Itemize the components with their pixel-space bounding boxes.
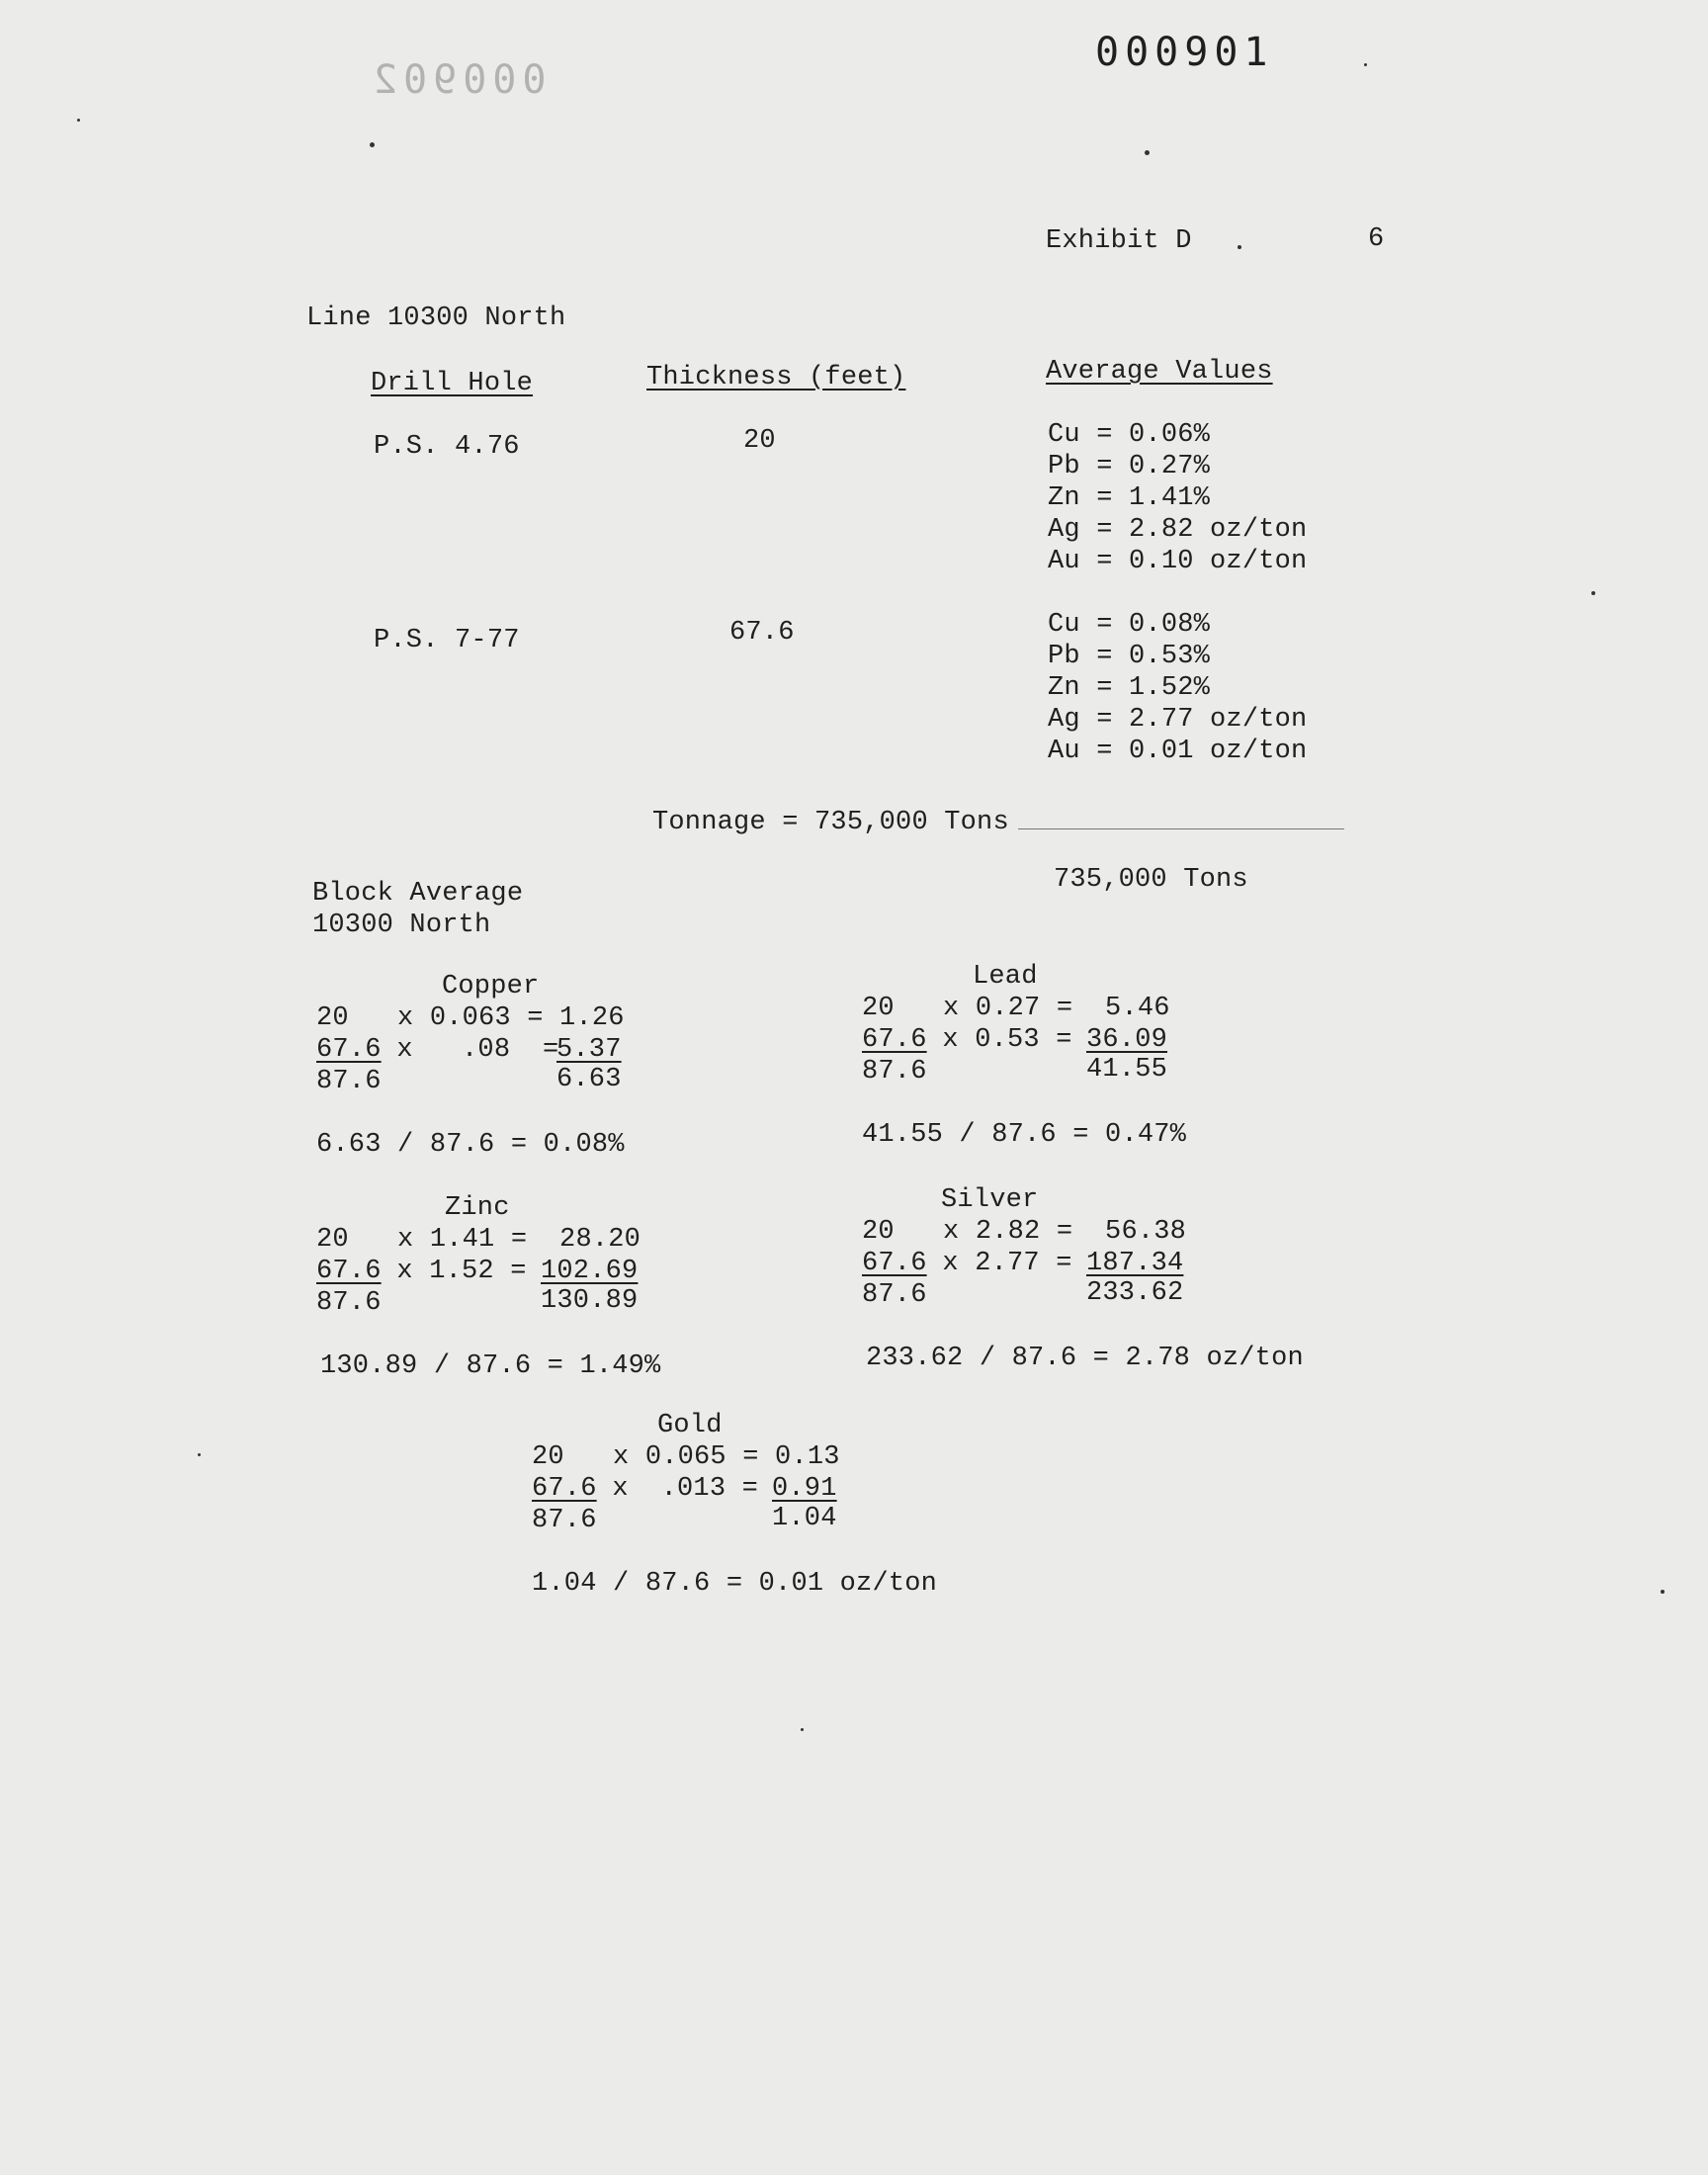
tonnage-line: Tonnage = 735,000 Tons (652, 808, 1009, 837)
value-zn-1: Zn = 1.41% (1048, 483, 1211, 513)
value-ag-2: Ag = 2.77 oz/ton (1048, 705, 1308, 735)
copper-result: 6.63 / 87.6 = 0.08% (316, 1130, 625, 1160)
drill-hole-2: P.S. 7-77 (374, 626, 520, 655)
silver-row-2-left: 67.6 (862, 1249, 927, 1278)
zinc-row-2-right: 102.69 (541, 1257, 639, 1286)
scan-speck (1364, 63, 1367, 66)
lead-title: Lead (973, 962, 1038, 992)
copper-row-2-right: 5.37 (556, 1035, 622, 1065)
gold-total-left: 87.6 (532, 1506, 597, 1535)
drill-hole-1: P.S. 4.76 (374, 432, 520, 462)
zinc-row-2-mid: x 1.52 = (381, 1257, 544, 1286)
lead-row-2-mid: x 0.53 = (926, 1025, 1089, 1055)
column-header-average-values: Average Values (1046, 357, 1273, 387)
column-header-drill-hole: Drill Hole (371, 369, 534, 398)
gold-row-2-right: 0.91 (772, 1474, 837, 1504)
gold-row-2-mid: x .013 = (596, 1474, 775, 1504)
value-zn-2: Zn = 1.52% (1048, 673, 1211, 703)
copper-row-2-mid: x .08 = (381, 1035, 575, 1065)
value-au-1: Au = 0.10 oz/ton (1048, 547, 1308, 576)
silver-row-2-right: 187.34 (1086, 1249, 1184, 1278)
gold-title: Gold (657, 1411, 723, 1440)
block-average-subtitle: 10300 North (312, 911, 491, 940)
scan-speck (1145, 150, 1150, 155)
mirrored-stamp-number: 000902 (368, 57, 547, 103)
scan-speck (1238, 245, 1241, 249)
gold-result: 1.04 / 87.6 = 0.01 oz/ton (532, 1569, 938, 1599)
thickness-1: 20 (743, 426, 776, 456)
copper-total-left: 87.6 (316, 1067, 382, 1096)
lead-total-right: 41.55 (1086, 1055, 1168, 1085)
value-cu-1: Cu = 0.06% (1048, 420, 1211, 450)
scan-speck (1591, 591, 1595, 595)
gold-total-right: 1.04 (772, 1504, 837, 1533)
exhibit-label: Exhibit D (1046, 226, 1192, 256)
tonnage-dashed-rule (1018, 828, 1344, 829)
gold-row-1: 20 x 0.065 = 0.13 (532, 1442, 840, 1472)
copper-row-2-left: 67.6 (316, 1035, 382, 1065)
silver-result: 233.62 / 87.6 = 2.78 oz/ton (866, 1344, 1304, 1373)
thickness-2: 67.6 (729, 618, 795, 648)
column-header-thickness: Thickness (feet) (646, 363, 906, 392)
zinc-row-1: 20 x 1.41 = 28.20 (316, 1225, 641, 1255)
lead-total-left: 87.6 (862, 1057, 927, 1087)
silver-row-1: 20 x 2.82 = 56.38 (862, 1217, 1187, 1247)
gold-row-2-left: 67.6 (532, 1474, 597, 1504)
copper-total-right: 6.63 (556, 1065, 622, 1094)
lead-row-1: 20 x 0.27 = 5.46 (862, 994, 1170, 1023)
scan-speck (801, 1728, 804, 1731)
block-average-title: Block Average (312, 879, 524, 909)
copper-row-1: 20 x 0.063 = 1.26 (316, 1003, 625, 1033)
silver-total-right: 233.62 (1086, 1278, 1184, 1308)
lead-row-2-right: 36.09 (1086, 1025, 1168, 1055)
value-pb-1: Pb = 0.27% (1048, 452, 1211, 481)
copper-title: Copper (442, 972, 540, 1001)
lead-result: 41.55 / 87.6 = 0.47% (862, 1120, 1187, 1150)
scan-speck (1661, 1590, 1665, 1594)
value-au-2: Au = 0.01 oz/ton (1048, 737, 1308, 766)
scan-speck (77, 119, 80, 122)
average-values-1 (1048, 419, 1307, 577)
value-ag-1: Ag = 2.82 oz/ton (1048, 515, 1308, 545)
scan-speck (370, 142, 375, 147)
tons-total: 735,000 Tons (1054, 865, 1248, 895)
silver-title: Silver (941, 1185, 1039, 1215)
zinc-result: 130.89 / 87.6 = 1.49% (320, 1351, 661, 1381)
scan-speck (198, 1453, 201, 1456)
lead-row-2-left: 67.6 (862, 1025, 927, 1055)
value-cu-2: Cu = 0.08% (1048, 610, 1211, 640)
page-stamp-number: 000901 (1095, 30, 1274, 75)
page-number: 6 (1368, 224, 1385, 254)
zinc-title: Zinc (445, 1193, 510, 1223)
average-values-2 (1048, 609, 1307, 767)
silver-total-left: 87.6 (862, 1280, 927, 1310)
zinc-row-2-left: 67.6 (316, 1257, 382, 1286)
silver-row-2-mid: x 2.77 = (926, 1249, 1089, 1278)
zinc-total-right: 130.89 (541, 1286, 639, 1316)
zinc-total-left: 87.6 (316, 1288, 382, 1318)
value-pb-2: Pb = 0.53% (1048, 642, 1211, 671)
line-title: Line 10300 North (306, 304, 566, 333)
